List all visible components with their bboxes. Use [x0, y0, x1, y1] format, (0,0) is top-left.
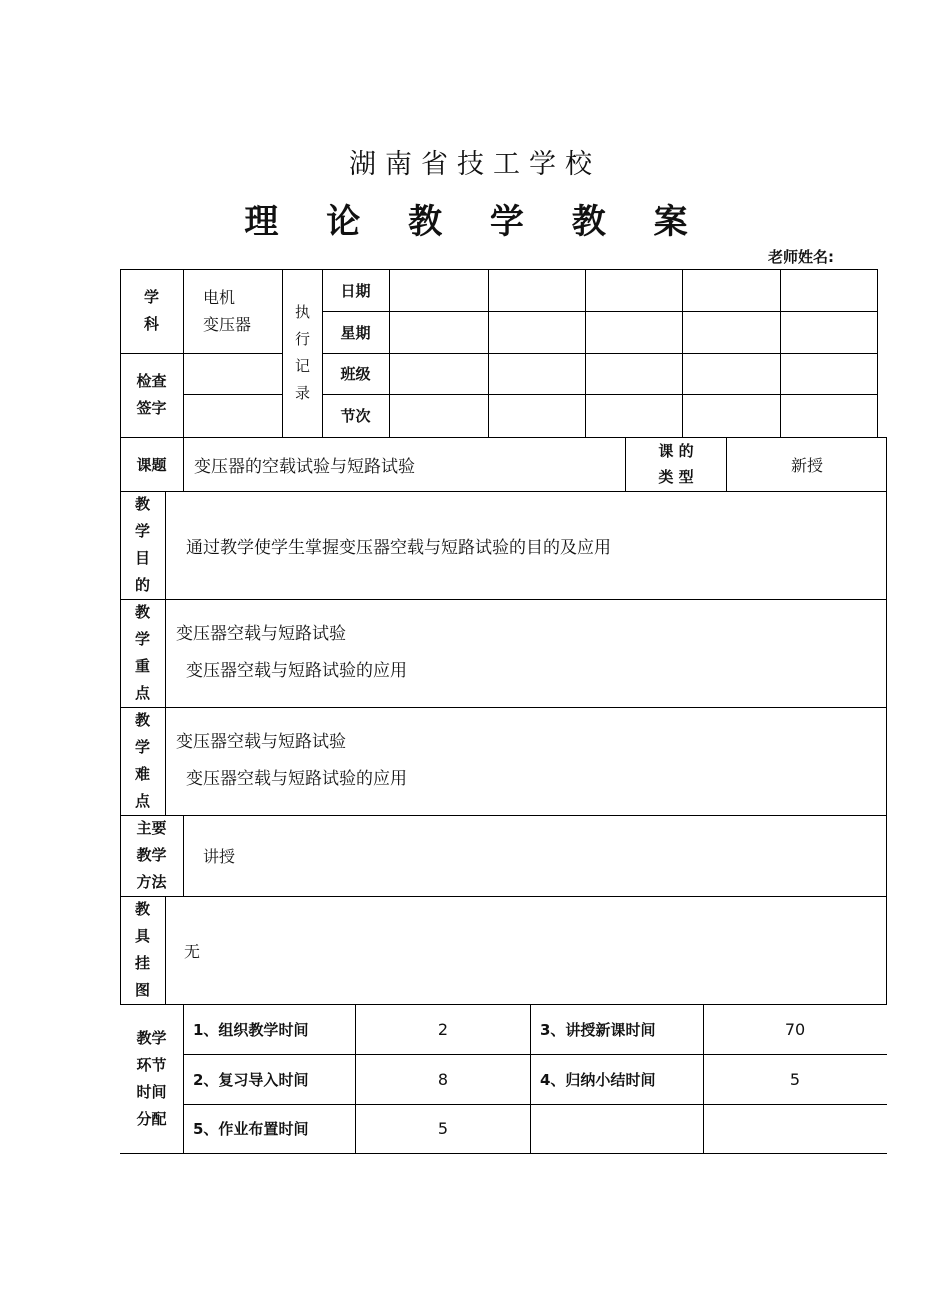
organize-time-label: 1、组织教学时间	[193, 1020, 309, 1039]
time-allocation-label: 教学 环节 时间 分配	[136, 1028, 167, 1128]
homework-time-label: 5、作业布置时间	[193, 1120, 309, 1138]
subject-value: 电机 变压器	[203, 288, 252, 334]
purpose-label: 教 学 目 的	[134, 495, 150, 594]
document-title: 理 论 教 学 教 案	[244, 202, 706, 242]
school-name: 湖南省技工学校	[349, 149, 601, 180]
method-label: 主要 教学 方法	[136, 819, 167, 891]
difficulty-line-2: 变压器空载与短路试验的应用	[186, 769, 407, 789]
homework-time-value: 5	[437, 1119, 449, 1138]
method-text: 讲授	[203, 847, 236, 866]
date-label: 日期	[340, 281, 371, 300]
teaching-aids-text: 无	[184, 941, 201, 961]
lesson-type-value: 新授	[790, 455, 823, 475]
teaching-aids-label: 教 具 挂 图	[134, 900, 150, 999]
focus-line-1: 变压器空载与短路试验	[176, 624, 346, 644]
difficulty-label: 教 学 难 点	[134, 711, 150, 810]
organize-time-value: 2	[437, 1019, 449, 1039]
topic-value: 变压器的空载试验与短路试验	[194, 456, 415, 477]
review-time-label: 2、复习导入时间	[193, 1070, 309, 1089]
topic-label: 课题	[136, 455, 167, 474]
focus-label: 教 学 重 点	[134, 603, 150, 702]
difficulty-line-1: 变压器空载与短路试验	[176, 732, 346, 752]
class-label: 班级	[340, 365, 371, 383]
new-lesson-time-label: 3、讲授新课时间	[540, 1020, 656, 1039]
lesson-type-label: 课 的 类 型	[658, 442, 694, 486]
check-signature-label: 检查 签字	[136, 372, 167, 417]
execution-record-label: 执 行 记 录	[294, 303, 310, 402]
summary-time-label: 4、归纳小结时间	[540, 1070, 656, 1089]
purpose-text: 通过教学使学生掌握变压器空载与短路试验的目的及应用	[186, 537, 611, 558]
review-time-value: 8	[437, 1069, 449, 1089]
subject-label: 学 科	[143, 288, 159, 333]
summary-time-value: 5	[789, 1069, 801, 1089]
new-lesson-time-value: 70	[784, 1019, 806, 1039]
period-label: 节次	[340, 407, 371, 425]
teacher-name-label: 老师姓名:	[768, 248, 834, 266]
focus-line-2: 变压器空载与短路试验的应用	[186, 661, 407, 681]
weekday-label: 星期	[340, 323, 371, 342]
